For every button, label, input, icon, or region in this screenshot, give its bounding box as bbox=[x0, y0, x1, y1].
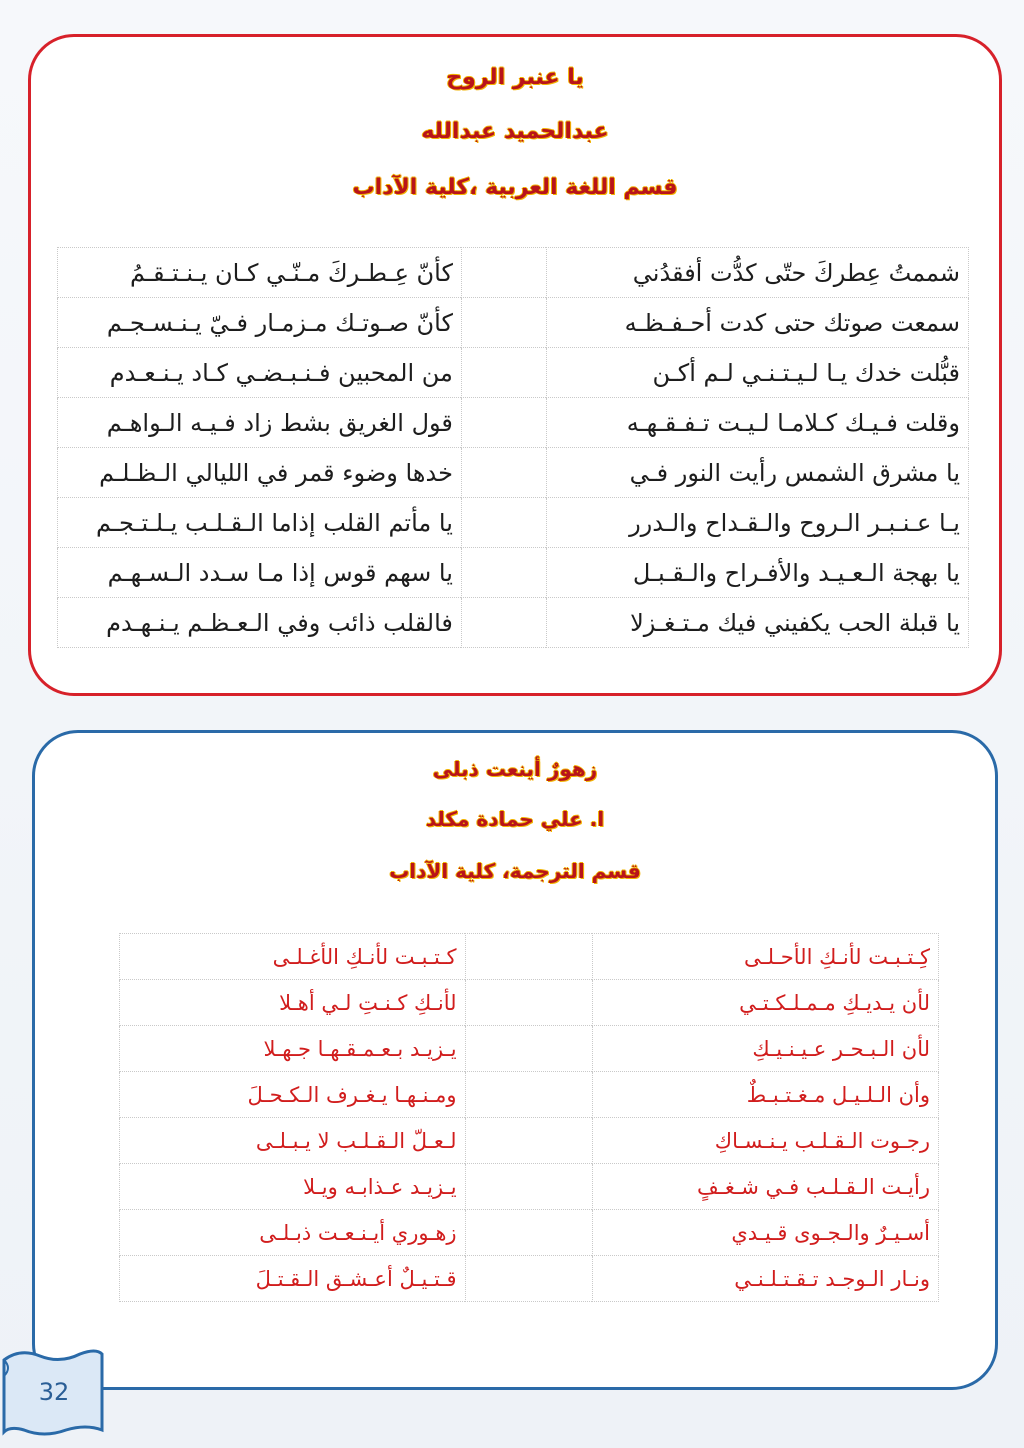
verse-first-half: يا بهجة الـعـيـد والأفـراح والـقـبـل bbox=[547, 548, 969, 598]
poem1-frame bbox=[28, 34, 1002, 696]
verse-second-half: فالقلب ذائب وفي الـعـظـم يـنـهـدم bbox=[58, 598, 462, 648]
verse-row bbox=[120, 1210, 939, 1256]
verse-first-half: قبُّلت خدك يـا لـيـتـنـي لـم أكـن bbox=[547, 348, 969, 398]
verse-row bbox=[58, 298, 969, 348]
verse-row bbox=[58, 498, 969, 548]
verse-first-half: رجـوت الـقـلـب يـنـسـاكِ bbox=[593, 1118, 939, 1164]
verse-first-half: كِـتـبـت لأنـكِ الأحـلـى bbox=[593, 934, 939, 980]
verse-second-half: كأنّ عِـطـركَ مـنّـي كـان يـنـتـقـمُ bbox=[58, 248, 462, 298]
verse-row bbox=[120, 1026, 939, 1072]
verse-second-half: كـتـبـت لأنـكِ الأغـلـى bbox=[120, 934, 466, 980]
verse-second-half: يا سهم قوس إذا مـا سـدد الـسـهـم bbox=[58, 548, 462, 598]
verse-first-half: ونـار الـوجـد تـقـتـلـنـي bbox=[593, 1256, 939, 1302]
poem1-title: يا عنبر الروح bbox=[446, 65, 584, 90]
verse-row bbox=[58, 398, 969, 448]
verse-row bbox=[120, 1164, 939, 1210]
poem2-department: قسم الترجمة، كلية الآداب bbox=[389, 859, 641, 883]
page-number: 32 bbox=[38, 1378, 70, 1406]
verse-row bbox=[58, 248, 969, 298]
verse-first-half: رأيـت الـقـلـب فـي شـغـفٍ bbox=[593, 1164, 939, 1210]
verse-first-half: لأن يـديـكِ مـمـلـكـتـي bbox=[593, 980, 939, 1026]
poem2-title: زهورٌ أينعت ذبلى bbox=[432, 757, 598, 781]
verse-first-half: سمعت صوتك حتى كدت أحـفـظـه bbox=[547, 298, 969, 348]
verse-second-half: يـزيـد عـذابـه ويـلا bbox=[120, 1164, 466, 1210]
verse-second-half: من المحبين فـنـبـضـي كـاد يـنـعـدم bbox=[58, 348, 462, 398]
verse-row bbox=[120, 934, 939, 980]
poem2-author: ا. علي حمادة مكلد bbox=[425, 807, 605, 831]
verse-second-half: يـزيـد بـعـمـقـهـا جـهـلا bbox=[120, 1026, 466, 1072]
verse-row bbox=[58, 448, 969, 498]
verse-first-half: يا قبلة الحب يكفيني فيك مـتـغـزلا bbox=[547, 598, 969, 648]
verse-row bbox=[120, 980, 939, 1026]
verse-first-half: وأن الـلـيـل مـغـتـبـطٌ bbox=[593, 1072, 939, 1118]
verse-second-half: خدها وضوء قمر في الليالي الـظـلـم bbox=[58, 448, 462, 498]
verse-first-half: يا مشرق الشمس رأيت النور فـي bbox=[547, 448, 969, 498]
verse-second-half: لـعـلّ الـقـلـب لا يـبـلـى bbox=[120, 1118, 466, 1164]
verse-second-half: كأنّ صـوتـك مـزمـار فـيّ يـنـسـجـم bbox=[58, 298, 462, 348]
poem1-department: قسم اللغة العربية ،كلية الآداب bbox=[352, 175, 678, 200]
verse-second-half: لأنـكِ كـنـتِ لـي أهـلا bbox=[120, 980, 466, 1026]
verse-second-half: يا مأتم القلب إذاما الـقـلـب يـلـتـجـم bbox=[58, 498, 462, 548]
verse-row bbox=[58, 348, 969, 398]
poem2-frame bbox=[32, 730, 998, 1390]
verse-row bbox=[120, 1256, 939, 1302]
verse-second-half: زهـوري أيـنـعـت ذبـلـى bbox=[120, 1210, 466, 1256]
verse-first-half: شممتُ عِطركَ حتّى كدُّت أفقدُني bbox=[547, 248, 969, 298]
verse-first-half: وقلت فـيـك كـلامـا لـيـت تـفـقـهـه bbox=[547, 398, 969, 448]
poem1-author: عبدالحميد عبدالله bbox=[421, 119, 609, 144]
verse-row bbox=[58, 548, 969, 598]
verse-row bbox=[58, 598, 969, 648]
verse-first-half: أسـيـرٌ والـجـوى قـيـدي bbox=[593, 1210, 939, 1256]
verse-first-half: يـا عـنـبـر الـروح والـقـداح والـدرر bbox=[547, 498, 969, 548]
verse-row bbox=[120, 1118, 939, 1164]
poem1-verses-table bbox=[57, 247, 969, 648]
verse-first-half: لأن الـبـحـر عـيـنـيـكِ bbox=[593, 1026, 939, 1072]
verse-second-half: قول الغريق بشط زاد فـيـه الـواهـم bbox=[58, 398, 462, 448]
verse-second-half: قـتـيـلٌ أعـشـق الـقـتـلَ bbox=[120, 1256, 466, 1302]
poem2-verses-table bbox=[119, 933, 939, 1302]
verse-second-half: ومـنـهـا يـغـرف الـكـحـلَ bbox=[120, 1072, 466, 1118]
verse-row bbox=[120, 1072, 939, 1118]
